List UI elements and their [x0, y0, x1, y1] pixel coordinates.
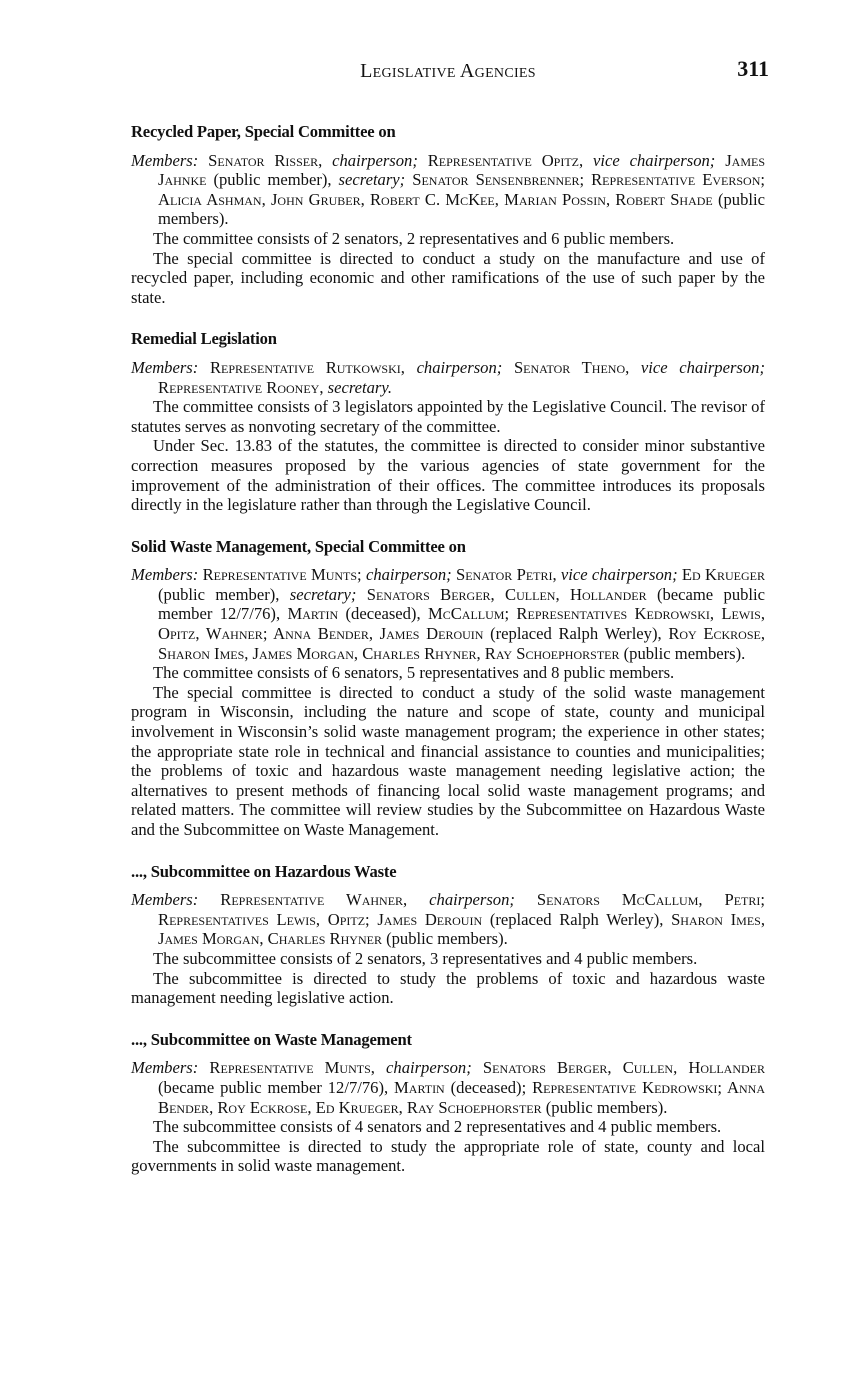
member-names: Senator Theno,: [502, 357, 641, 377]
member-names: Roy Eckrose, Sharon Imes, James Morgan, Charles Rhyner, Ray Schoephorster: [158, 624, 765, 663]
members-list: [131, 565, 765, 663]
member-names: Senator Sensenbrenner; Representative Everson; Alicia Ashman, John Gruber, Robert C. McKee, Marian Possin, Robert Shade: [158, 170, 765, 209]
member-names: Representative Kedrowski; Anna Bender, Roy Eckrose, Ed Krueger, Ray Schoephorster: [158, 1077, 765, 1117]
committee-title: Recycled Paper, Special Committee on: [131, 122, 396, 141]
member-role: vice chairperson;: [560, 565, 678, 585]
member-names: Representative Rooney,: [158, 377, 328, 397]
page-number: 311: [737, 56, 769, 81]
members-label: Members:: [131, 150, 199, 170]
committee-section: [131, 329, 765, 514]
member-names: Ed Krueger: [677, 565, 765, 585]
member-names: (public member),: [213, 170, 339, 190]
committee-description: The subcommittee consists of 2 senators, 3 representatives and 4 public members.: [153, 948, 698, 968]
member-role: chairperson;: [386, 1058, 472, 1078]
member-role: chairperson;: [429, 890, 515, 910]
committee-description: The committee consists of 6 senators, 5 representatives and 8 public members.: [153, 663, 675, 683]
members-label: Members:: [131, 890, 199, 910]
committee-description: The committee consists of 2 senators, 2 representatives and 6 public members.: [153, 228, 675, 248]
committee-list: [131, 122, 765, 1176]
member-names: (public member),: [158, 584, 290, 604]
committee-description: The subcommittee is directed to study the appropriate role of state, county and local governments in solid waste management.: [131, 1136, 765, 1176]
member-role: chairperson;: [365, 565, 452, 585]
committee-description: The special committee is directed to conduct a study on the manufacture and use of recycled paper, including economic and other ramifications of the use of such paper by the state.: [131, 248, 765, 307]
member-names: James Jahnke: [158, 150, 765, 190]
member-names: McCallum; Representatives Kedrowski, Lewis, Opitz, Wahner; Anna Bender, James Derouin: [158, 604, 765, 644]
member-names: Senators Berger, Cullen, Hollander: [471, 1058, 766, 1078]
members-list: [131, 358, 765, 397]
committee-description: The special committee is directed to conduct a study of the solid waste management program in Wisconsin, including the nature and scope of state, county and municipal involvement in Wisconsin’s solid waste management program; the experience in other states; the appropriate state role in technical and financial assistance to counties and municipalities; the problems of toxic and hazardous waste management needing legislative action; the alternatives to present methods of financing local solid waste management programs; and related matters. The committee will review studies by the Subcommittee on Hazardous Waste and the Subcommittee on Waste Management.: [131, 682, 765, 839]
member-role: vice chairperson;: [640, 357, 766, 377]
members-list: [131, 151, 765, 229]
member-names: Representative Rutkowski,: [209, 357, 417, 377]
member-names: (replaced Ralph Werley),: [490, 624, 669, 644]
member-names: Senator Risser,: [208, 150, 333, 170]
member-role: secretary;: [289, 584, 357, 604]
member-names: (replaced Ralph Werley),: [489, 909, 672, 929]
member-names: Martin: [287, 604, 346, 624]
running-header: [131, 56, 769, 92]
members-list: [131, 890, 765, 949]
committee-description: The subcommittee consists of 4 senators and 2 representatives and 4 public members.: [153, 1117, 722, 1137]
members-label: Members:: [131, 565, 199, 585]
committee-section: [131, 122, 765, 307]
member-names: (became public member 12/7/76),: [158, 1077, 395, 1097]
member-names: Representative Munts;: [202, 565, 366, 585]
committee-description: The subcommittee is directed to study the problems of toxic and hazardous waste management needing legislative action.: [131, 968, 765, 1008]
member-names: Representative Opitz,: [417, 150, 594, 170]
member-role: secretary.: [327, 377, 392, 397]
member-names: Martin: [394, 1077, 451, 1097]
member-names: Representative Munts,: [209, 1058, 387, 1078]
members-label: Members:: [131, 1058, 199, 1078]
member-names: Senator Petri,: [451, 565, 561, 585]
member-names: (public members).: [545, 1097, 668, 1117]
committee-title: ..., Subcommittee on Hazardous Waste: [131, 861, 397, 881]
committee-description: The committee consists of 3 legislators appointed by the Legislative Council. The revisor of statutes serves as nonvoting secretary of the committee.: [131, 397, 765, 436]
document-page: [131, 56, 769, 1176]
member-names: (deceased);: [450, 1077, 533, 1097]
member-names: (public members).: [386, 929, 508, 949]
member-role: chairperson;: [332, 150, 418, 170]
committee-section: [131, 1030, 765, 1176]
member-names: Sharon Imes, James Morgan, Charles Rhyner: [158, 909, 765, 949]
committee-title: ..., Subcommittee on Waste Management: [131, 1029, 412, 1049]
committee-title: Solid Waste Management, Special Committee on: [131, 536, 466, 556]
committee-section: [131, 537, 765, 840]
member-names: Senators McCallum, Petri; Representatives Lewis, Opitz; James Derouin: [158, 890, 765, 929]
member-role: vice chairperson;: [593, 150, 716, 170]
committee-description: Under Sec. 13.83 of the statutes, the committee is directed to consider minor substantive correction measures proposed by the various agencies of state government for the improvement of the administration of their offices. The committee introduces its proposals directly in the legislature rather than through the Legislative Council.: [131, 436, 765, 515]
member-names: (public members).: [623, 643, 746, 663]
member-role: secretary;: [338, 170, 406, 190]
running-title: Legislative Agencies: [360, 60, 536, 82]
member-names: Senators Berger, Cullen, Hollander: [356, 584, 657, 604]
committee-title: Remedial Legislation: [131, 329, 277, 349]
members-list: [131, 1058, 765, 1117]
member-names: Representative Wahner,: [220, 890, 430, 910]
committee-section: [131, 862, 765, 1008]
member-role: chairperson;: [416, 357, 503, 377]
member-names: (became public member 12/7/76),: [158, 584, 765, 624]
members-label: Members:: [131, 357, 199, 377]
member-names: (deceased),: [345, 604, 428, 624]
member-names: (public members).: [158, 189, 765, 229]
